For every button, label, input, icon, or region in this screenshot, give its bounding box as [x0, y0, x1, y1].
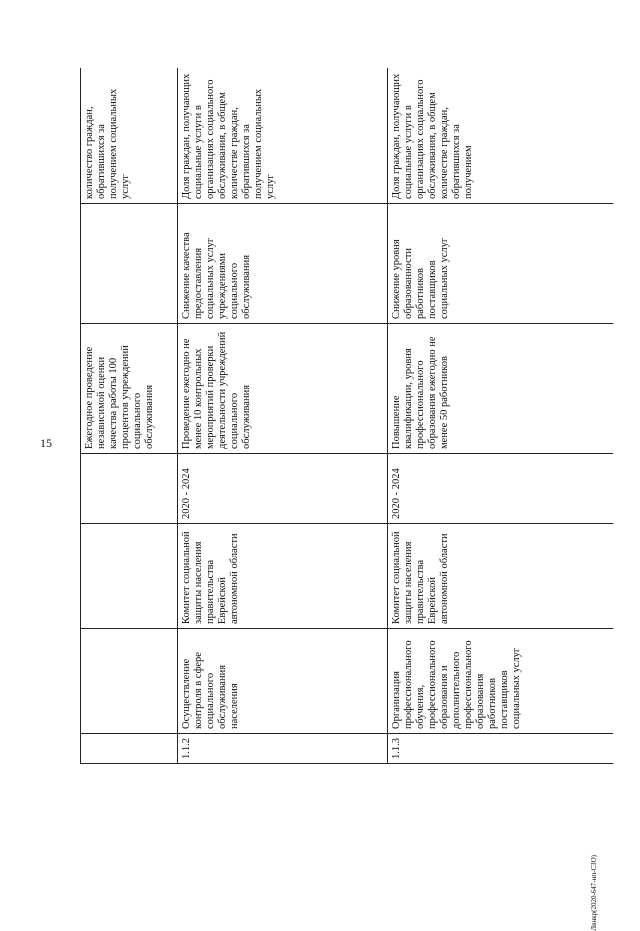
indicator-cell: Доля граждан, получающих социальные услуги в организациях социального обслуживания, в общем количестве граждан, обратившихся за получением: [388, 68, 614, 204]
activity-cell: Осуществление контроля в сфере социального обслуживания населения: [178, 629, 388, 734]
activity-cell: [81, 629, 178, 734]
consequence-cell: Снижение уровня образованности работников поставщиков социальных услуг: [388, 204, 614, 324]
executor-cell: Комитет социальной защиты населения правительства Еврейской автономной области: [178, 524, 388, 629]
period-cell: 2020 - 2024: [178, 454, 388, 524]
result-cell: Ежегодное проведение независимой оценки качества работы 100 процентов учреждений социального обслуживания: [81, 324, 178, 454]
result-cell: Повышение квалификации, уровня профессионального образования ежегодно не менее 50 работников: [388, 324, 614, 454]
row-number: 1.1.2: [178, 734, 388, 764]
executor-cell: Комитет социальной защиты населения правительства Еврейской автономной области: [388, 524, 614, 629]
consequence-cell: [81, 204, 178, 324]
rotated-table-content: [80, 68, 613, 764]
activity-cell: Организация профессионального обучения, профессионального образования и дополнительного профессионального образования работников поставщиков социальных услуг: [388, 629, 614, 734]
page-number: 15: [40, 436, 52, 450]
program-activities-table: [80, 68, 613, 764]
executor-cell: [81, 524, 178, 629]
indicator-cell: Доля граждан, получающих социальные услуги в организациях социального обслуживания, в общем количестве граждан, обратившихся за получением социальных услуг: [178, 68, 388, 204]
table-row: [178, 68, 388, 764]
table-row: [81, 68, 178, 764]
table-row: [388, 68, 614, 764]
period-cell: 2020 - 2024: [388, 454, 614, 524]
row-number: [81, 734, 178, 764]
consequence-cell: Снижение качества предоставления социальных услуг учреждениями социального обслуживания: [178, 204, 388, 324]
rotated-table-area: [80, 68, 613, 764]
footer-document-code: Лвнкр(2020-647-нп-СЗО): [590, 855, 598, 931]
period-cell: [81, 454, 178, 524]
result-cell: Проведение ежегодно не менее 10 контрольных мероприятий проверки деятельности учреждений социального обслуживания: [178, 324, 388, 454]
row-number: 1.1.3: [388, 734, 614, 764]
indicator-cell: количество граждан, обратившихся за получением социальных услуг: [81, 68, 178, 204]
